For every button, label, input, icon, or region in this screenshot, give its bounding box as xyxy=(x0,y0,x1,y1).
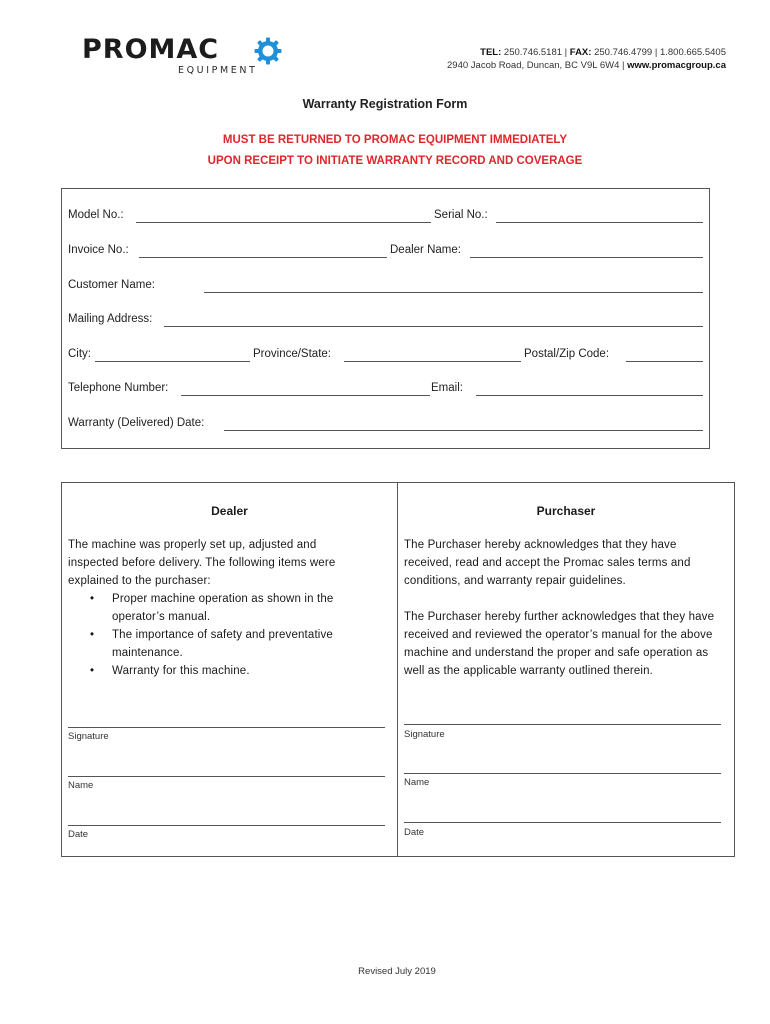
promac-logo xyxy=(82,34,292,80)
row-model-serial xyxy=(68,209,703,225)
dealer-text xyxy=(68,536,368,680)
dealer-heading: Dealer xyxy=(211,504,248,518)
purchaser-signature-field[interactable] xyxy=(404,724,721,725)
purchaser-heading: Purchaser xyxy=(536,504,596,518)
fax-number: 250.746.4799 xyxy=(594,47,653,58)
postal-label: Postal/Zip Code: xyxy=(524,348,610,360)
contact-info xyxy=(447,46,726,72)
province-field[interactable] xyxy=(344,361,521,362)
telephone-field[interactable] xyxy=(181,395,430,396)
dealer-item: • Warranty for this machine. xyxy=(112,662,368,680)
telephone-label: Telephone Number: xyxy=(68,382,169,394)
model-label: Model No.: xyxy=(68,209,124,221)
dealer-item: • The importance of safety and preventative maintenance. xyxy=(112,626,368,662)
fax-label: FAX: xyxy=(569,47,592,58)
row-customer-name xyxy=(68,279,703,295)
customer-info-box xyxy=(61,188,710,449)
dealer-signature-label: Signature xyxy=(68,731,109,742)
invoice-field[interactable] xyxy=(139,257,387,258)
purchaser-paragraph-2: The Purchaser hereby further acknowledges that they have received and reviewed the operator’s manual for the above machine and understand the proper and safe operation as well as the applicable warranty outlined therein. xyxy=(404,611,715,677)
dealer-name-field[interactable] xyxy=(470,257,703,258)
purchaser-signature-label: Signature xyxy=(404,729,445,740)
row-mailing-address xyxy=(68,313,703,329)
row-invoice-dealer xyxy=(68,244,703,260)
dealer-column xyxy=(62,483,397,856)
warranty-date-label: Warranty (Delivered) Date: xyxy=(68,417,205,429)
warning-line-2: UPON RECEIPT TO INITIATE WARRANTY RECORD AND COVERAGE xyxy=(207,155,583,167)
acknowledgement-box xyxy=(61,482,735,857)
website-link[interactable]: www.promacgroup.ca xyxy=(627,60,726,71)
dealer-signature-field[interactable] xyxy=(68,727,385,728)
city-field[interactable] xyxy=(95,361,250,362)
customer-name-field[interactable] xyxy=(204,292,703,293)
purchaser-paragraph-1: The Purchaser hereby acknowledges that they have received, read and accept the Promac sales terms and conditions, and warranty repair guidelines. xyxy=(404,539,691,587)
warning-line-1: MUST BE RETURNED TO PROMAC EQUIPMENT IMMEDIATELY xyxy=(222,134,568,146)
dealer-intro: The machine was properly set up, adjusted and inspected before delivery. The following items were explained to the purchaser: xyxy=(68,539,336,587)
purchaser-name-field[interactable] xyxy=(404,773,721,774)
warranty-date-field[interactable] xyxy=(224,430,703,431)
logo-wordmark: PROMAC xyxy=(82,34,220,65)
dealer-name-signature-label: Name xyxy=(68,780,94,791)
mailing-address-label: Mailing Address: xyxy=(68,313,153,325)
contact-address-line: 2940 Jacob Road, Duncan, BC V9L 6W4 | www.promacgroup.ca xyxy=(447,60,726,71)
form-title: Warranty Registration Form xyxy=(302,97,468,111)
invoice-label: Invoice No.: xyxy=(68,244,129,256)
email-label: Email: xyxy=(431,382,463,394)
mailing-address-field[interactable] xyxy=(164,326,703,327)
purchaser-date-label: Date xyxy=(404,827,425,838)
address: 2940 Jacob Road, Duncan, BC V9L 6W4 xyxy=(447,60,620,71)
serial-label: Serial No.: xyxy=(434,209,488,221)
logo-subtitle: EQUIPMENT xyxy=(178,65,258,76)
tel-label: TEL: xyxy=(480,47,502,58)
city-label: City: xyxy=(68,348,91,360)
purchaser-column xyxy=(398,483,734,856)
dealer-name-signature-field[interactable] xyxy=(68,776,385,777)
tel-number: 250.746.5181 xyxy=(503,47,563,58)
postal-field[interactable] xyxy=(626,361,703,362)
serial-field[interactable] xyxy=(496,222,703,223)
contact-phone-line: TEL: 250.746.5181 | FAX: 250.746.4799 | 1.800.665.5405 xyxy=(480,47,726,58)
tollfree-number: 1.800.665.5405 xyxy=(659,47,726,58)
customer-name-label: Customer Name: xyxy=(68,279,155,291)
dealer-date-field[interactable] xyxy=(68,825,385,826)
purchaser-date-field[interactable] xyxy=(404,822,721,823)
dealer-item-list xyxy=(68,590,368,680)
province-label: Province/State: xyxy=(253,348,331,360)
revision-footer: Revised July 2019 xyxy=(358,966,436,977)
model-field[interactable] xyxy=(136,222,431,223)
dealer-name-label: Dealer Name: xyxy=(390,244,461,256)
row-telephone-email xyxy=(68,382,703,398)
gear-icon xyxy=(254,37,282,65)
row-warranty-date xyxy=(68,417,703,433)
email-field[interactable] xyxy=(476,395,703,396)
purchaser-text xyxy=(404,536,722,680)
purchaser-name-label: Name xyxy=(404,777,430,788)
dealer-item: • Proper machine operation as shown in the operator’s manual. xyxy=(112,590,368,626)
row-city-province-postal xyxy=(68,348,703,364)
dealer-date-label: Date xyxy=(68,829,89,840)
